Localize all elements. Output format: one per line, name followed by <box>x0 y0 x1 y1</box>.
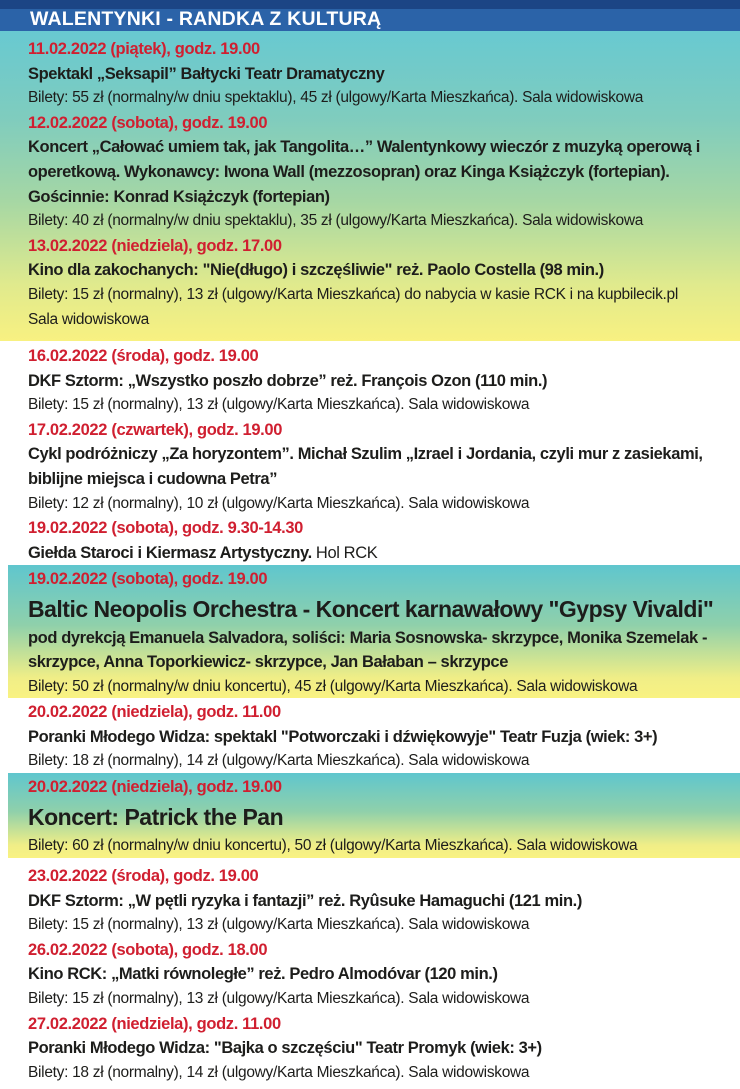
event-title: Kino RCK: „Matki równoległe” reż. Pedro Almodóvar (120 min.) <box>28 965 498 984</box>
event-date: 12.02.2022 (sobota), godz. 19.00 <box>28 113 268 132</box>
poster-title: WALENTYNKI - RANDKA Z KULTURĄ <box>30 8 382 30</box>
event-title: DKF Sztorm: „Wszystko poszło dobrze” reż. François Ozon (110 min.) <box>28 371 548 390</box>
events-section-3 <box>8 565 740 698</box>
events-section-5 <box>8 773 740 858</box>
event-info: Bilety: 40 zł (normalny/w dniu spektaklu), 35 zł (ulgowy/Karta Mieszkańca). Sala widowiskowa <box>28 212 644 230</box>
event <box>28 111 728 234</box>
event <box>28 938 728 1012</box>
event-info: Bilety: 12 zł (normalny), 10 zł (ulgowy/Karta Mieszkańca). Sala widowiskowa <box>28 494 530 512</box>
event <box>28 864 728 938</box>
event-title: DKF Sztorm: „W pętli ryzyka i fantazji” reż. Ryûsuke Hamaguchi (121 min.) <box>28 891 582 910</box>
event-title: Koncert „Całować umiem tak, jak Tangolita…” Walentynkowy wieczór z muzyką operową i operetkową. Wykonawcy: Iwona Wall (mezzosopran) oraz Kinga Książczyk (fortepian). Gościnnie: Konrad Książczyk (fortepian) <box>28 138 700 206</box>
event-headline: Baltic Neopolis Orchestra - Koncert karnawałowy "Gypsy Vivaldi" <box>28 595 714 622</box>
event-title-suffix: Hol RCK <box>311 543 378 562</box>
event-info: Sala widowiskowa <box>28 310 149 328</box>
event-info: Bilety: 15 zł (normalny), 13 zł (ulgowy/Karta Mieszkańca). Sala widowiskowa <box>28 396 530 414</box>
events-section-6 <box>0 858 740 1089</box>
events-section-1 <box>0 31 740 341</box>
event <box>28 516 728 565</box>
events-list <box>0 31 740 1089</box>
event <box>28 567 728 699</box>
event-title: Poranki Młodego Widza: "Bajka o szczęściu" Teatr Promyk (wiek: 3+) <box>28 1039 542 1058</box>
event-date: 19.02.2022 (sobota), godz. 19.00 <box>28 570 268 588</box>
event-title: Poranki Młodego Widza: spektakl "Potworczaki i dźwiękowyje" Teatr Fuzja (wiek: 3+) <box>28 727 658 746</box>
event-date: 19.02.2022 (sobota), godz. 9.30-14.30 <box>28 519 304 538</box>
event-info: Bilety: 18 zł (normalny), 14 zł (ulgowy/Karta Mieszkańca). Sala widowiskowa <box>28 1063 530 1081</box>
events-section-4 <box>0 698 740 773</box>
event-headline: Koncert: Patrick the Pan <box>28 803 284 830</box>
event-info: Bilety: 15 zł (normalny), 13 zł (ulgowy/Karta Mieszkańca). Sala widowiskowa <box>28 916 530 934</box>
event-subtitle: pod dyrekcją Emanuela Salvadora, soliści: Maria Sosnowska- skrzypce, Monika Szemelak - skrzypce, Anna Toporkiewicz- skrzypce, Jan Bałaban – skrzypce <box>28 628 708 672</box>
event-title: Kino dla zakochanych: "Nie(długo) i szczęśliwie" reż. Paolo Costella (98 min.) <box>28 261 604 280</box>
event-info: Bilety: 50 zł (normalny/w dniu koncertu), 45 zł (ulgowy/Karta Mieszkańca). Sala widowiskowa <box>28 677 638 695</box>
event <box>28 700 728 774</box>
event <box>28 344 728 418</box>
event-date: 11.02.2022 (piątek), godz. 19.00 <box>28 40 260 58</box>
event-date: 17.02.2022 (czwartek), godz. 19.00 <box>28 420 283 439</box>
event-date: 13.02.2022 (niedziela), godz. 17.00 <box>28 236 282 255</box>
event-date: 20.02.2022 (niedziela), godz. 19.00 <box>28 778 282 796</box>
event-date: 27.02.2022 (niedziela), godz. 11.00 <box>28 1014 281 1033</box>
event-date: 16.02.2022 (środa), godz. 19.00 <box>28 347 259 365</box>
event <box>28 1012 728 1086</box>
event-title: Cykl podróżniczy „Za horyzontem”. Michał Szulim „Izrael i Jordania, czyli mur z zasiekami, biblijne miejsca i cudowna Petra” <box>28 445 703 488</box>
event <box>28 418 728 516</box>
event <box>28 234 728 332</box>
event-date: 20.02.2022 (niedziela), godz. 11.00 <box>28 703 281 721</box>
events-section-2 <box>0 341 740 565</box>
event-date: 26.02.2022 (sobota), godz. 18.00 <box>28 940 268 959</box>
event-date: 23.02.2022 (środa), godz. 19.00 <box>28 867 259 885</box>
event-title: Spektakl „Seksapil” Bałtycki Teatr Dramatyczny <box>28 64 385 83</box>
event-info: Bilety: 15 zł (normalny), 13 zł (ulgowy/Karta Mieszkańca). Sala widowiskowa <box>28 989 530 1007</box>
event-info: Bilety: 55 zł (normalny/w dniu spektaklu), 45 zł (ulgowy/Karta Mieszkańca). Sala widowiskowa <box>28 89 644 107</box>
event <box>28 775 728 858</box>
event-info: Bilety: 15 zł (normalny), 13 zł (ulgowy/Karta Mieszkańca) do nabycia w kasie RCK i na kupbilecik.pl <box>28 285 679 303</box>
event-info: Bilety: 18 zł (normalny), 14 zł (ulgowy/Karta Mieszkańca). Sala widowiskowa <box>28 752 530 770</box>
event-info: Bilety: 60 zł (normalny/w dniu koncertu), 50 zł (ulgowy/Karta Mieszkańca). Sala widowiskowa <box>28 836 638 854</box>
event-title: Giełda Staroci i Kiermasz Artystyczny. Hol RCK <box>28 543 378 562</box>
event <box>28 37 728 111</box>
poster-header <box>0 0 740 31</box>
